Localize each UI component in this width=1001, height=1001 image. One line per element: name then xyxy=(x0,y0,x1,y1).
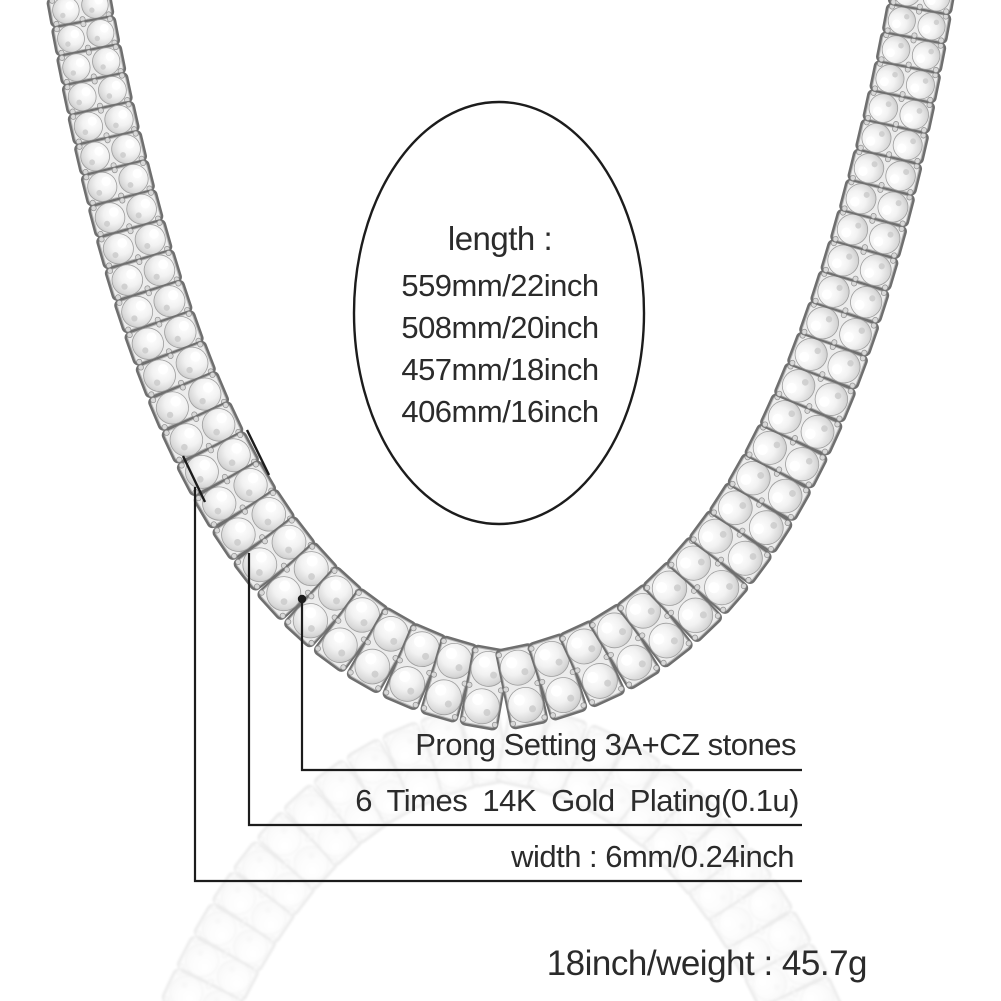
weight-note: 18inch/weight : 45.7g xyxy=(546,944,867,983)
prong-setting-label: Prong Setting 3A+CZ stones xyxy=(415,727,796,762)
length-size-chart xyxy=(354,217,646,433)
gold-plating-label: 6 Times 14K Gold Plating(0.1u) xyxy=(355,783,799,818)
length-options xyxy=(354,265,646,433)
width-label: width : 6mm/0.24inch xyxy=(511,839,794,874)
length-option: 406mm/16inch xyxy=(401,394,599,429)
prong-callout-dot xyxy=(298,595,306,603)
length-option: 457mm/18inch xyxy=(401,352,599,387)
length-option: 508mm/20inch xyxy=(401,310,599,345)
length-title: length : xyxy=(447,220,553,257)
length-option: 559mm/22inch xyxy=(401,268,599,303)
